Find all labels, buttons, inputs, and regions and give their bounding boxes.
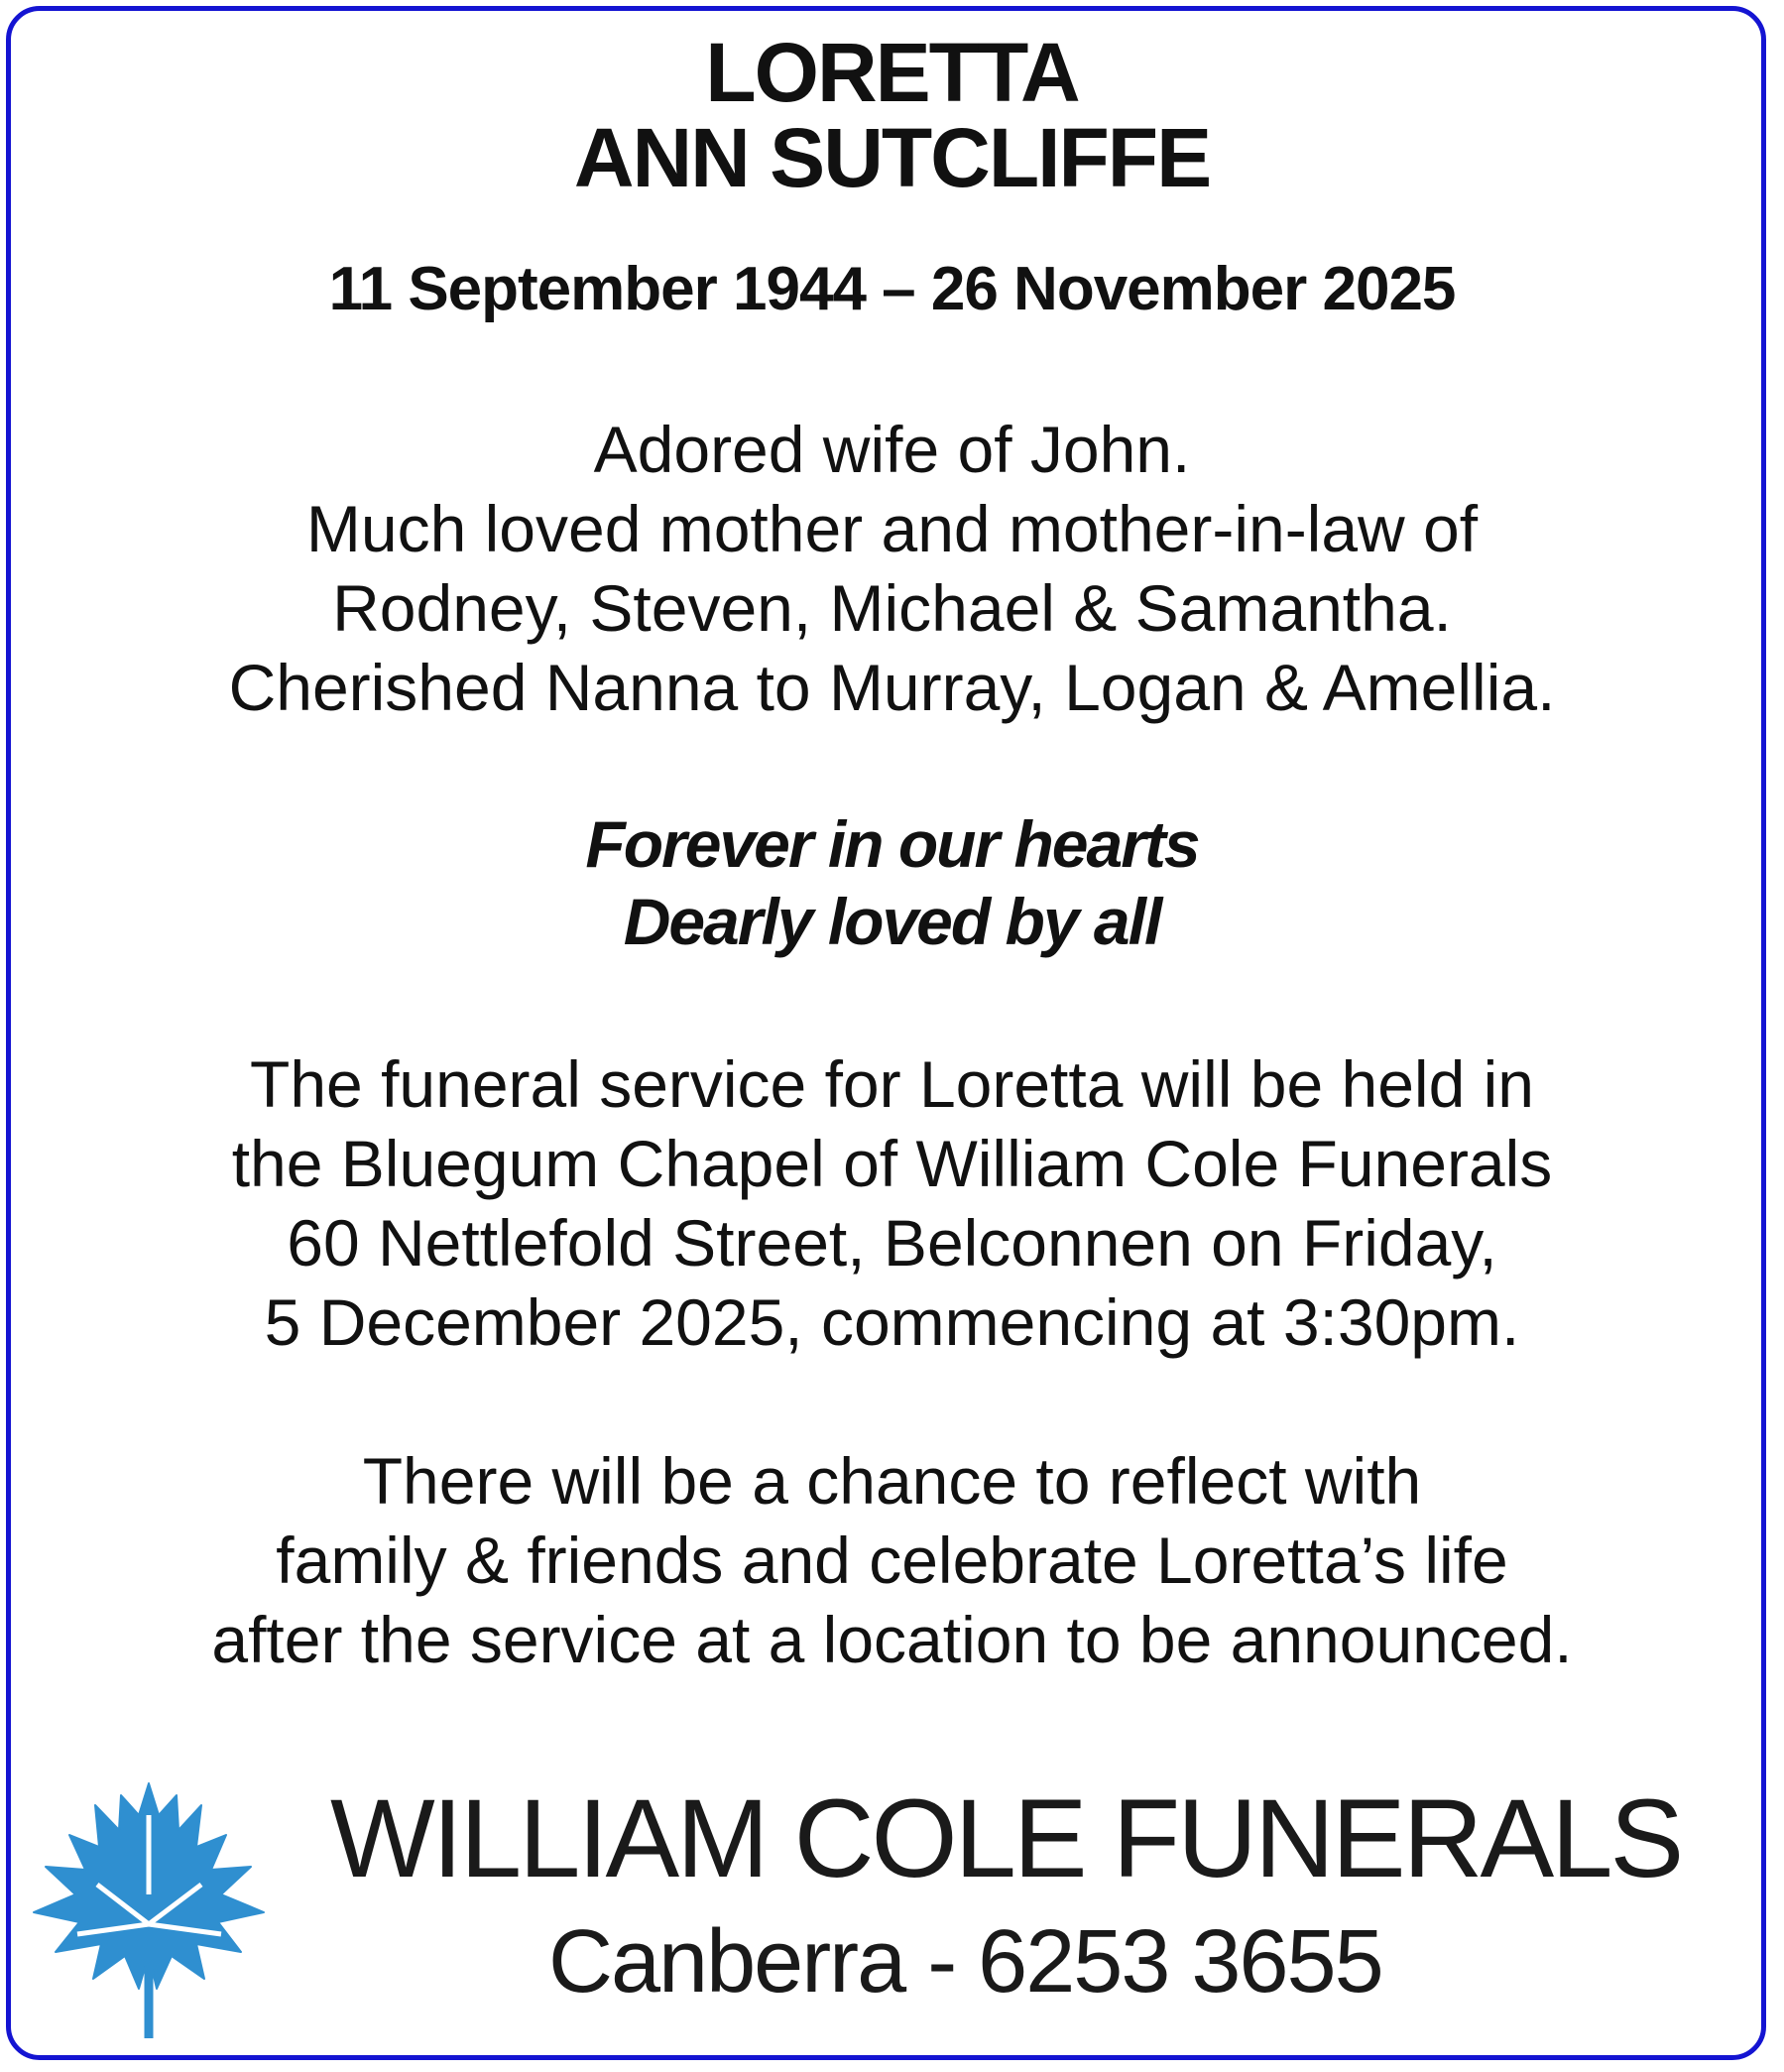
tagline-line: Dearly loved by all [623,885,1161,958]
family-line: Rodney, Steven, Michael & Samantha. [332,571,1452,645]
family-line: Adored wife of John. [593,413,1191,486]
reflection-line: family & friends and celebrate Loretta’s life [276,1524,1508,1597]
family-line: Much loved mother and mother-in-law of [305,492,1479,565]
name-block [0,26,1784,204]
reflection-line: There will be a chance to reflect with [362,1444,1422,1518]
service-line: the Bluegum Chapel of William Cole Funerals [231,1127,1553,1200]
service-line: 60 Nettlefold Street, Belconnen on Friday, [287,1206,1497,1280]
reflection-line: after the service at a location to be announced. [211,1603,1573,1676]
service-line: 5 December 2025, commencing at 3:30pm. [264,1285,1520,1359]
reflection-block [0,1441,1784,1679]
life-dates: 11 September 1944 – 26 November 2025 [328,255,1456,323]
name-line-first: LORETTA [705,26,1079,119]
family-block [0,410,1784,727]
service-line: The funeral service for Loretta will be held in [250,1047,1534,1121]
maple-leaf-icon [28,1775,271,2043]
service-block [0,1044,1784,1362]
funeral-home-name: WILLIAM COLE FUNERALS [330,1776,1682,1900]
funeral-home-contact: Canberra - 6253 3655 [548,1912,1382,2011]
funeral-home-logo [28,1775,1763,2043]
tagline-line: Forever in our hearts [585,807,1199,881]
name-line-last: ANN SUTCLIFFE [573,111,1211,204]
dates-block [0,255,1784,324]
tagline-block [0,805,1784,960]
family-line: Cherished Nanna to Murray, Logan & Amellia. [228,651,1556,724]
